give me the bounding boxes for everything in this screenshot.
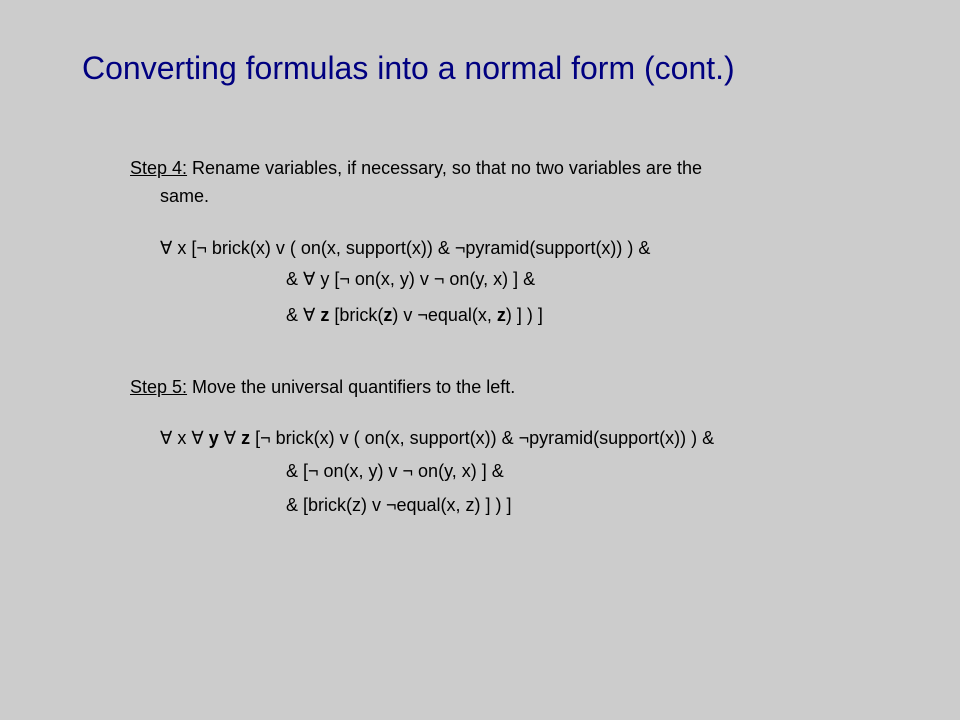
forall-symbol: ∀	[160, 238, 173, 258]
bold-variable: z	[496, 305, 506, 325]
formula-text: [¬ brick(x) v ( on(x, support(x)) & ¬pyramid(support(x)) ) &	[250, 428, 715, 448]
step4-formula-line1	[160, 237, 650, 259]
ampersand: &	[286, 269, 304, 289]
ampersand: &	[286, 305, 304, 325]
step4-text-line2: same.	[160, 186, 210, 206]
formula-text: [brick(	[329, 305, 384, 325]
bold-variable: z	[241, 428, 251, 448]
step5-formula-line3: & [brick(z) v ¬equal(x, z) ] ) ]	[286, 495, 512, 515]
bold-variable: z	[383, 305, 393, 325]
step5-text-content: Move the universal quantifiers to the left.	[187, 377, 516, 397]
forall-symbol: ∀	[160, 428, 173, 448]
forall-symbol: ∀	[223, 428, 237, 448]
formula-text: y [¬ on(x, y) v ¬ on(y, x) ] &	[315, 269, 536, 289]
step5-formula-line2: & [¬ on(x, y) v ¬ on(y, x) ] &	[286, 461, 504, 481]
step5-formula-line1	[160, 427, 714, 449]
forall-symbol: ∀	[303, 269, 316, 289]
step4-label: Step 4:	[130, 158, 188, 178]
forall-symbol: ∀	[191, 428, 204, 448]
formula-text: ) ] ) ]	[505, 305, 543, 325]
forall-symbol: ∀	[303, 305, 316, 325]
slide-title: Converting formulas into a normal form (cont.)	[82, 50, 735, 86]
bold-variable: y	[208, 428, 219, 448]
bold-variable: z	[320, 305, 330, 325]
step5-text	[130, 376, 515, 398]
formula-text: x	[172, 428, 192, 448]
step4-formula-line3	[286, 304, 543, 326]
step4-text	[130, 157, 702, 179]
step4-formula-line2	[286, 268, 535, 290]
formula-text: ) v ¬equal(x,	[392, 305, 497, 325]
step4-text-line1: Rename variables, if necessary, so that no two variables are the	[187, 158, 702, 178]
formula-text: x [¬ brick(x) v ( on(x, support(x)) & ¬pyramid(support(x)) ) &	[172, 238, 651, 258]
step5-label: Step 5:	[130, 377, 188, 397]
